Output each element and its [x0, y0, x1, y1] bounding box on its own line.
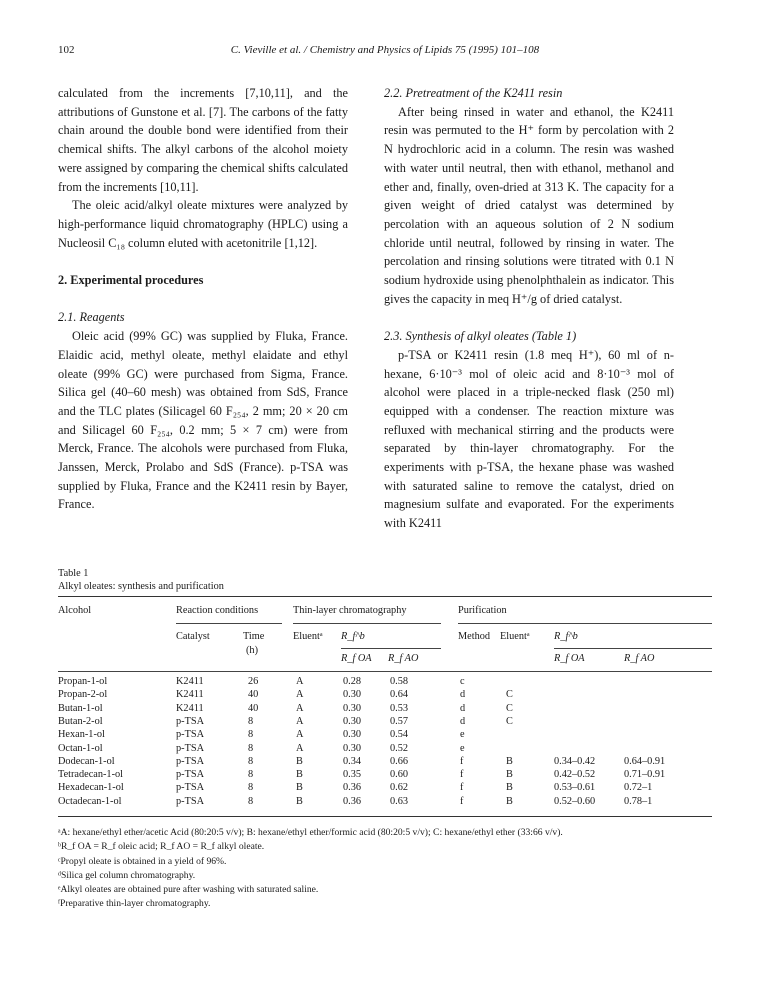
cell-method: e — [460, 729, 465, 741]
cell-pur-eluent: B — [506, 795, 513, 807]
footnote-b: ᵇR_f OA = R_f oleic acid; R_f AO = R_f alkyl oleate. — [58, 841, 265, 853]
cell-catalyst: p-TSA — [176, 795, 205, 807]
cell-catalyst: p-TSA — [176, 769, 205, 781]
cell-pur-rf-ao: 0.71–0.91 — [624, 769, 666, 781]
cell-rf-oa: 0.34 — [343, 755, 362, 767]
col-header-eluent-2: Eluentᵃ — [500, 631, 530, 642]
col-header-eluent: Eluentᵃ — [293, 631, 323, 642]
table-footnotes — [58, 826, 718, 912]
cell-alcohol: Butan-2-ol — [58, 715, 103, 727]
right-column — [384, 84, 674, 533]
cell-eluent: B — [296, 782, 303, 794]
cell-method: e — [460, 742, 465, 754]
cell-time: 8 — [248, 769, 254, 781]
cell-catalyst: K2411 — [176, 689, 204, 701]
cell-eluent: A — [296, 742, 304, 754]
cell-method: d — [460, 702, 466, 714]
cell-eluent: A — [296, 729, 304, 741]
paragraph-pretreatment: After being rinsed in water and ethanol, the K2411 resin was permuted to the H⁺ form by percolation with 2 N hydrochloric acid in a column. The resin was washed with water until neutral, then with ethanol, methanol and ether and, finally, oven-dried at 313 K. The capacity for a given weight of dried catalyst was determined by percolation with an aqueous solution of 2 N sodium chloride until neutral, followed by rinsing in water. The percolation and rinsing solutions were titrated with 0.1 N sodium hydroxide using phenolphthalein as indicator. This gives the capacity in meq H⁺/g of dried catalyst. — [384, 104, 674, 306]
cell-time: 8 — [248, 755, 254, 767]
cell-rf-ao: 0.62 — [390, 782, 409, 794]
cell-eluent: A — [296, 702, 304, 714]
cell-method: d — [460, 689, 466, 701]
cell-rf-oa: 0.30 — [343, 702, 362, 714]
subheading-pretreatment: 2.2. Pretreatment of the K2411 resin — [384, 86, 563, 100]
col-header-rf-2: R_f^b — [554, 631, 578, 642]
footnote-f: ᶠPreparative thin-layer chromatography. — [58, 898, 211, 910]
data-table — [58, 596, 712, 818]
section-heading: 2. Experimental procedures — [58, 273, 204, 288]
col-header-method: Method — [458, 631, 491, 642]
cell-catalyst: p-TSA — [176, 742, 205, 754]
cell-method: f — [460, 769, 464, 781]
cell-method: f — [460, 782, 464, 794]
cell-rf-ao: 0.52 — [390, 742, 409, 754]
col-header-rf-ao: R_f AO — [388, 653, 419, 664]
cell-alcohol: Hexan-1-ol — [58, 729, 105, 741]
col-header-alcohol: Alcohol — [58, 605, 92, 616]
cell-eluent: A — [296, 715, 304, 727]
cell-rf-oa: 0.30 — [343, 715, 362, 727]
cell-pur-rf-ao: 0.72–1 — [624, 782, 653, 794]
cell-eluent: A — [296, 689, 304, 701]
cell-eluent: B — [296, 795, 303, 807]
cell-rf-ao: 0.60 — [390, 769, 409, 781]
subheading-synthesis: 2.3. Synthesis of alkyl oleates (Table 1) — [384, 329, 577, 344]
cell-pur-eluent: B — [506, 782, 513, 794]
cell-rf-oa: 0.30 — [343, 729, 362, 741]
cell-eluent: A — [296, 676, 304, 687]
left-column — [58, 84, 348, 514]
paragraph-reagents: Oleic acid (99% GC) was supplied by Fluka, France. Elaidic acid, methyl oleate, methyl elaidate and ethyl oleate (99% GC) were purchased from Sigma, France. Silica gel (40–60 mesh) was obtained from SdS, France and the TLC plates (Silicagel 60 F₂₅₄, 2 mm; 20 × 20 cm and Silicagel 60 F₂₅₄, 0.2 mm; 5 × 7 cm) were from Merck, France. The alcohols were purchased from Fluka, Janssen, Merck, Prolabo and SdS (France). p-TSA was supplied by Fluka, France and the K2411 resin by Bayer, France. — [58, 329, 348, 512]
paragraph-hplc: The oleic acid/alkyl oleate mixtures were analyzed by high-performance liquid chromatography (HPLC) using a Nucleosil C₁₈ column eluted with acetonitrile [1,12]. — [58, 198, 348, 250]
cell-catalyst: p-TSA — [176, 755, 205, 767]
cell-rf-ao: 0.64 — [390, 689, 409, 701]
col-header-reaction: Reaction conditions — [176, 605, 259, 616]
running-header — [58, 44, 712, 60]
col-header-rf-oa: R_f OA — [341, 653, 372, 664]
cell-pur-rf-oa: 0.42–0.52 — [554, 769, 596, 781]
cell-rf-ao: 0.53 — [390, 702, 409, 714]
paragraph-synthesis: p-TSA or K2411 resin (1.8 meq H⁺), 60 ml of n-hexane, 6·10⁻³ mol of oleic acid and 8·10⁻³ mol of alcohol were placed in a triple-necked flask (250 ml) equipped with a condenser. The reaction mixture was refluxed with mechanical stirring and the products were separated by thin-layer chromatography. For the experiments with p-TSA, the hexane phase was washed with saturated saline to remove the catalyst, dried on magnesium sulfate and evaporated. For the experiments with K2411 — [384, 347, 674, 531]
subheading-reagents: 2.1. Reagents — [58, 310, 125, 325]
cell-time: 8 — [248, 742, 254, 754]
col-header-catalyst: Catalyst — [176, 631, 210, 642]
cell-alcohol: Octan-1-ol — [58, 742, 103, 754]
cell-rf-ao: 0.66 — [390, 755, 409, 767]
cell-eluent: B — [296, 769, 303, 781]
cell-alcohol: Propan-2-ol — [58, 689, 108, 701]
table-title: Alkyl oleates: synthesis and purification — [58, 581, 224, 592]
cell-method: f — [460, 795, 464, 807]
cell-rf-ao: 0.54 — [390, 729, 409, 741]
cell-pur-rf-ao: 0.78–1 — [624, 795, 653, 807]
cell-pur-rf-oa: 0.34–0.42 — [554, 755, 596, 767]
col-header-purification: Purification — [458, 605, 507, 616]
cell-pur-eluent: C — [506, 715, 513, 727]
cell-rf-oa: 0.35 — [343, 769, 362, 781]
cell-eluent: B — [296, 755, 303, 767]
cell-rf-ao: 0.58 — [390, 676, 409, 687]
cell-catalyst: p-TSA — [176, 715, 205, 727]
col-header-rf-oa-2: R_f OA — [554, 653, 585, 664]
cell-rf-ao: 0.63 — [390, 795, 409, 807]
cell-rf-ao: 0.57 — [390, 715, 409, 727]
cell-method: d — [460, 715, 466, 727]
cell-rf-oa: 0.30 — [343, 689, 362, 701]
cell-alcohol: Hexadecan-1-ol — [58, 782, 124, 794]
cell-method: c — [460, 676, 465, 687]
running-head: C. Vieville et al. / Chemistry and Physics of Lipids 75 (1995) 101–108 — [230, 44, 540, 56]
paragraph-nmr: calculated from the increments [7,10,11], and the attributions of Gunstone et al. [7]. The carbons of the fatty chain around the double bond were identified from their chemical shifts. The alkyl carbons of the alcohol moiety were assigned by comparing the chemical shifts calculated from the increments [10,11]. — [58, 86, 348, 194]
footnote-c: ᶜPropyl oleate is obtained in a yield of 96%. — [58, 855, 227, 867]
cell-time: 40 — [248, 702, 259, 714]
table-label: Table 1 — [58, 568, 89, 579]
table-bottom-rule — [58, 816, 712, 817]
table-header-rule — [58, 671, 712, 672]
col-header-rf-ao-2: R_f AO — [624, 653, 655, 664]
table-top-rule — [58, 596, 712, 597]
cell-rf-oa: 0.30 — [343, 742, 362, 754]
cell-catalyst: K2411 — [176, 702, 204, 714]
cell-time: 8 — [248, 795, 254, 807]
cell-time: 8 — [248, 715, 254, 727]
cell-pur-rf-oa: 0.53–0.61 — [554, 782, 596, 794]
cell-time: 8 — [248, 782, 254, 794]
footnote-d: ᵈSilica gel column chromatography. — [58, 869, 196, 881]
cell-pur-eluent: C — [506, 689, 513, 701]
cell-rf-oa: 0.36 — [343, 782, 362, 794]
cell-time: 26 — [248, 676, 259, 687]
cell-time: 40 — [248, 689, 259, 701]
cell-pur-eluent: C — [506, 702, 513, 714]
cell-pur-eluent: B — [506, 755, 513, 767]
cell-pur-rf-ao: 0.64–0.91 — [624, 755, 666, 767]
cell-time: 8 — [248, 729, 254, 741]
cell-alcohol: Tetradecan-1-ol — [58, 769, 124, 781]
col-header-time-unit: (h) — [246, 645, 259, 656]
cell-pur-eluent: B — [506, 769, 513, 781]
cell-rf-oa: 0.28 — [343, 676, 362, 687]
page-number: 102 — [58, 44, 75, 56]
cell-catalyst: p-TSA — [176, 782, 205, 794]
cell-rf-oa: 0.36 — [343, 795, 362, 807]
table-caption — [58, 567, 224, 593]
cell-pur-rf-oa: 0.52–0.60 — [554, 795, 596, 807]
footnote-a: ᵃA: hexane/ethyl ether/acetic Acid (80:20:5 v/v); B: hexane/ethyl ether/formic acid (80:20:5 v/v); C: hexane/ethyl ether (33:66 v/v). — [58, 827, 563, 838]
footnote-e: ᵉAlkyl oleates are obtained pure after washing with saturated saline. — [58, 884, 319, 896]
cell-catalyst: K2411 — [176, 676, 204, 687]
col-header-rf: R_f^b — [341, 631, 365, 642]
cell-catalyst: p-TSA — [176, 729, 205, 741]
col-header-time: Time — [243, 631, 265, 642]
cell-method: f — [460, 755, 464, 767]
col-header-tlc: Thin-layer chromatography — [293, 605, 407, 616]
cell-alcohol: Butan-1-ol — [58, 702, 103, 714]
cell-alcohol: Dodecan-1-ol — [58, 755, 115, 767]
cell-alcohol: Propan-1-ol — [58, 676, 108, 687]
cell-alcohol: Octadecan-1-ol — [58, 795, 122, 807]
